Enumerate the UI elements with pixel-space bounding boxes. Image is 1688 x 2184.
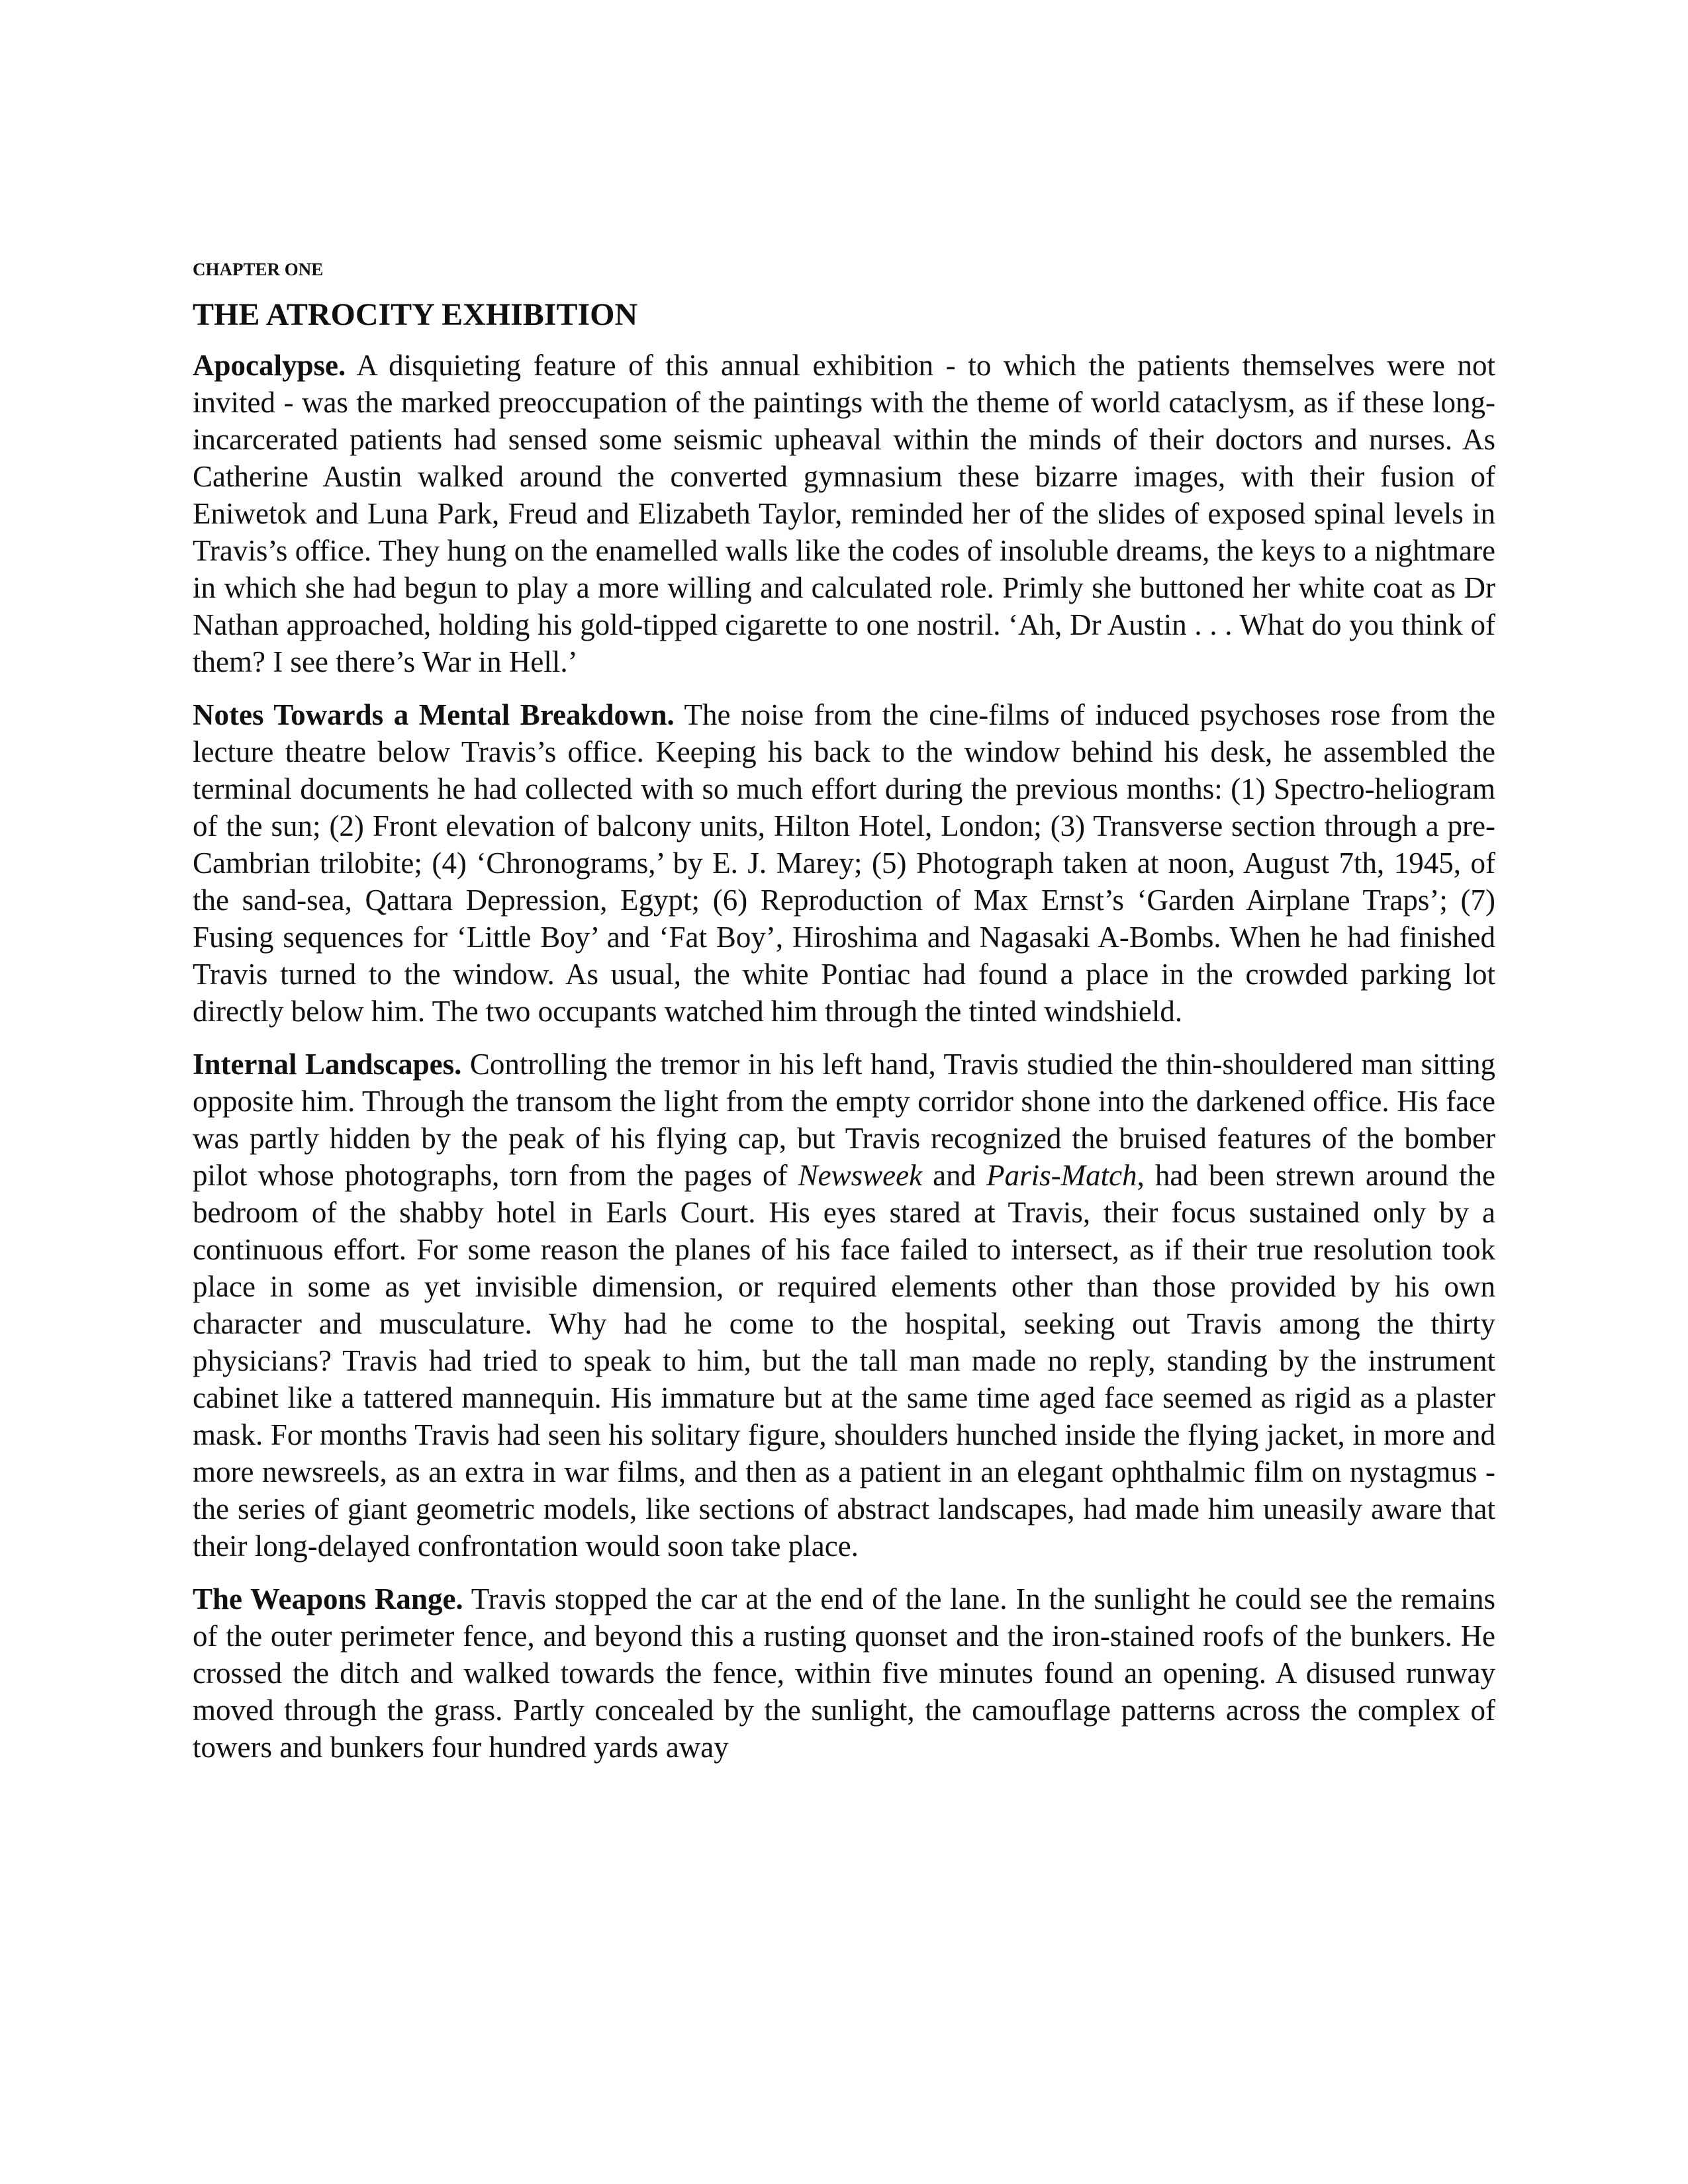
section-the-weapons-range	[193, 1580, 1495, 1766]
section-heading: Apocalypse.	[193, 349, 346, 382]
magazine-title-paris-match: Paris-Match	[986, 1159, 1137, 1192]
section-body-part: Controlling the tremor in his left hand, Travis studied the thin-shouldered man sitting opposite him. Through the transom the light from the empty corridor shone into the darkened office. His face was partly hidden by the peak of his flying cap, but Travis recognized the bruised features of the bomber pilot whose photographs, torn from the pages of	[193, 1048, 1495, 1192]
section-body-part: and	[922, 1159, 987, 1192]
section-heading: Notes Towards a Mental Breakdown.	[193, 698, 675, 731]
section-apocalypse	[193, 347, 1495, 680]
chapter-title: THE ATROCITY EXHIBITION	[193, 297, 638, 332]
section-body: Travis stopped the car at the end of the lane. In the sunlight he could see the remains of the outer perimeter fence, and beyond this a rusting quonset and the iron-stained roofs of the bunkers. He crossed the ditch and walked towards the fence, within five minutes found an opening. A disused runway moved through the grass. Partly concealed by the sunlight, the camouflage patterns across the complex of towers and bunkers four hundred yards away	[193, 1582, 1495, 1764]
section-internal-landscapes	[193, 1046, 1495, 1565]
section-notes-towards-a-mental-breakdown	[193, 696, 1495, 1030]
magazine-title-newsweek: Newsweek	[798, 1159, 923, 1192]
section-body: The noise from the cine-films of induced psychoses rose from the lecture theatre below Travis’s office. Keeping his back to the window behind his desk, he assembled the terminal documents he had collected with so much effort during the previous months: (1) Spectro-heliogram of the sun; (2) Front elevation of balcony units, Hilton Hotel, London; (3) Transverse section through a pre-Cambrian trilobite; (4) ‘Chronograms,’ by E. J. Marey; (5) Photograph taken at noon, August 7th, 1945, of the sand-sea, Qattara Depression, Egypt; (6) Reproduction of Max Ernst’s ‘Garden Airplane Traps’; (7) Fusing sequences for ‘Little Boy’ and ‘Fat Boy’, Hiroshima and Nagasaki A-Bombs. When he had finished Travis turned to the window. As usual, the white Pontiac had found a place in the crowded parking lot directly below him. The two occupants watched him through the tinted windshield.	[193, 698, 1495, 1028]
section-heading: The Weapons Range.	[193, 1582, 463, 1615]
document-page	[193, 258, 1495, 1766]
section-body-part: , had been strewn around the bedroom of the shabby hotel in Earls Court. His eyes stared at Travis, their focus sustained only by a continuous effort. For some reason the planes of his face failed to intersect, as if their true resolution took place in some as yet invisible dimension, or required elements other than those provided by his own character and musculature. Why had he come to the hospital, seeking out Travis among the thirty physicians? Travis had tried to speak to him, but the tall man made no reply, standing by the instrument cabinet like a tattered mannequin. His immature but at the same time aged face seemed as rigid as a plaster mask. For months Travis had seen his solitary figure, shoulders hunched inside the flying jacket, in more and more newsreels, as an extra in war films, and then as a patient in an elegant ophthalmic film on nystagmus - the series of giant geometric models, like sections of abstract landscapes, had made him uneasily aware that their long-delayed confrontation would soon take place.	[193, 1159, 1496, 1563]
chapter-label: CHAPTER ONE	[193, 259, 324, 279]
section-heading: Internal Landscapes.	[193, 1048, 462, 1081]
section-body: A disquieting feature of this annual exhibition - to which the patients themselves were not invited - was the marked preoccupation of the paintings with the theme of world cataclysm, as if these long-incarcerated patients had sensed some seismic upheaval within the minds of their doctors and nurses. As Catherine Austin walked around the converted gymnasium these bizarre images, with their fusion of Eniwetok and Luna Park, Freud and Elizabeth Taylor, reminded her of the slides of exposed spinal levels in Travis’s office. They hung on the enamelled walls like the codes of insoluble dreams, the keys to a nightmare in which she had begun to play a more willing and calculated role. Primly she buttoned her white coat as Dr Nathan approached, holding his gold-tipped cigarette to one nostril. ‘Ah, Dr Austin . . . What do you think of them? I see there’s War in Hell.’	[193, 349, 1495, 678]
